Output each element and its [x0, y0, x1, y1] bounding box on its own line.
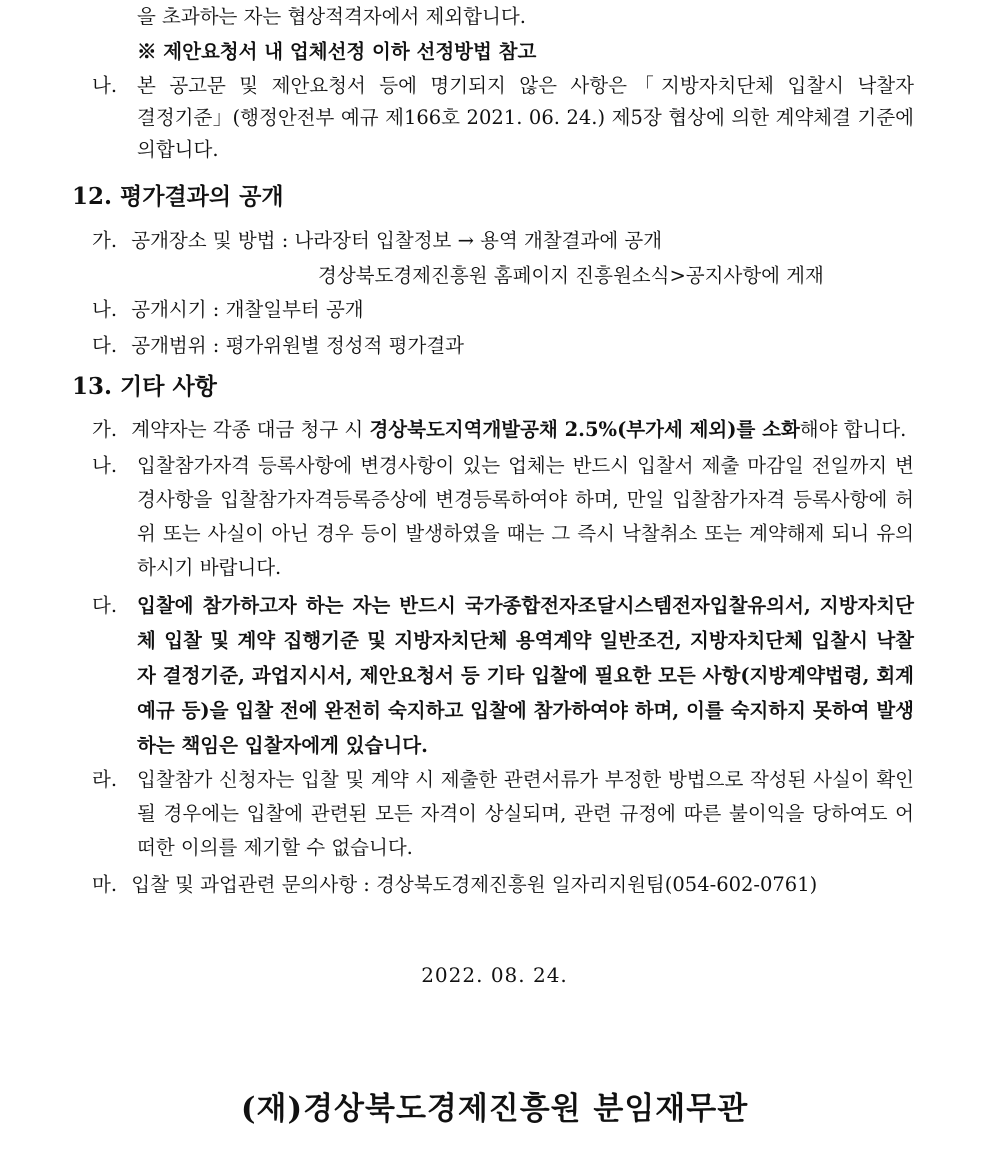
s13-item-ga-pre: 계약자는 각종 대금 청구 시: [131, 418, 370, 441]
s13-item-da: [92, 588, 914, 763]
s12-item-da: [92, 330, 464, 362]
s13-item-ra: [92, 763, 914, 865]
s12-item-ga: [92, 225, 662, 257]
s13-item-ga-bold: 경상북도지역개발공채 2.5%(부가세 제외)를 소화: [369, 418, 800, 441]
s13-item-da-text: 입찰에 참가하고자 하는 자는 반드시 국가종합전자조달시스템전자입찰유의서, 지방자치단체 입찰 및 계약 집행기준 및 지방자치단체 용역계약 일반조건, 지방자치단체 입찰시 낙찰자 결정기준, 과업지시서, 제안요청서 등 기타 입찰에 필요한 모든 사항(지방계약법령, 회계예규 등)을 입찰 전에 완전히 숙지하고 입찰에 참가하여야 하며, 이를 숙지하지 못하여 발생하는 책임은 입찰자에게 있습니다.: [137, 594, 914, 757]
item-marker: 마.: [92, 873, 118, 896]
s12-item-da-text: 공개범위 : 평가위원별 정성적 평가결과: [131, 334, 465, 357]
item-marker: 가.: [92, 418, 118, 441]
document-date: 2022. 08. 24.: [421, 963, 568, 987]
s13-item-ma-text: 입찰 및 과업관련 문의사항 : 경상북도경제진흥원 일자리지원팀(054-602-0761): [131, 873, 818, 896]
s13-item-ra-text: 입찰참가 신청자는 입찰 및 계약 시 제출한 관련서류가 부정한 방법으로 작성된 사실이 확인될 경우에는 입찰에 관련된 모든 자격이 상실되며, 관련 규정에 따른 불이익을 당하여도 어떠한 이의를 제기할 수 없습니다.: [137, 768, 914, 859]
item-marker: 다.: [92, 594, 118, 617]
s13-item-ma: [92, 869, 817, 901]
prev-na-line-1: 본 공고문 및 제안요청서 등에 명기되지 않은 사항은「지방자치단체 입찰시 낙찰자: [137, 74, 914, 97]
s12-item-ga-text: 공개장소 및 방법 : 나라장터 입찰정보 → 용역 개찰결과에 공개: [131, 229, 663, 252]
s13-item-na-text: 입찰참가자격 등록사항에 변경사항이 있는 업체는 반드시 입찰서 제출 마감일 전일까지 변경사항을 입찰참가자격등록증상에 변경등록하여야 하며, 만일 입찰참가자격 등록사항에 허위 또는 사실이 아닌 경우 등이 발생하였을 때는 그 즉시 낙찰취소 또는 계약해제 되니 유의하시기 바랍니다.: [137, 454, 914, 579]
item-marker: 나.: [92, 298, 118, 321]
item-marker: 나.: [92, 74, 118, 97]
section-13-title: 13. 기타 사항: [72, 373, 217, 400]
s12-item-na: [92, 294, 364, 326]
prev-item-na-body: [137, 70, 914, 166]
prev-na-line-3: 의합니다.: [137, 138, 219, 161]
s12-item-ga-cont: 경상북도경제진흥원 홈페이지 진흥원소식>공지사항에 게재: [318, 264, 824, 287]
s13-item-na: [92, 449, 914, 585]
prev-line-1: 을 초과하는 자는 협상적격자에서 제외합니다.: [137, 5, 526, 28]
item-marker: 나.: [92, 454, 118, 477]
s12-item-na-text: 공개시기 : 개찰일부터 공개: [131, 298, 364, 321]
item-marker: 다.: [92, 334, 118, 357]
item-marker: 가.: [92, 229, 118, 252]
prev-na-line-2: 결정기준」(행정안전부 예규 제166호 2021. 06. 24.) 제5장 협상에 의한 계약체결 기준에: [137, 106, 914, 129]
prev-item-na: [92, 70, 914, 166]
section-12-title: 12. 평가결과의 공개: [72, 183, 284, 210]
selection-note: ※ 제안요청서 내 업체선정 이하 선정방법 참고: [137, 40, 537, 63]
item-marker: 라.: [92, 768, 118, 791]
s13-item-ga: [92, 414, 906, 446]
issuer-signature: (재)경상북도경제진흥원 분임재무관: [240, 1091, 749, 1127]
s13-item-ga-post: 해야 합니다.: [799, 418, 907, 441]
